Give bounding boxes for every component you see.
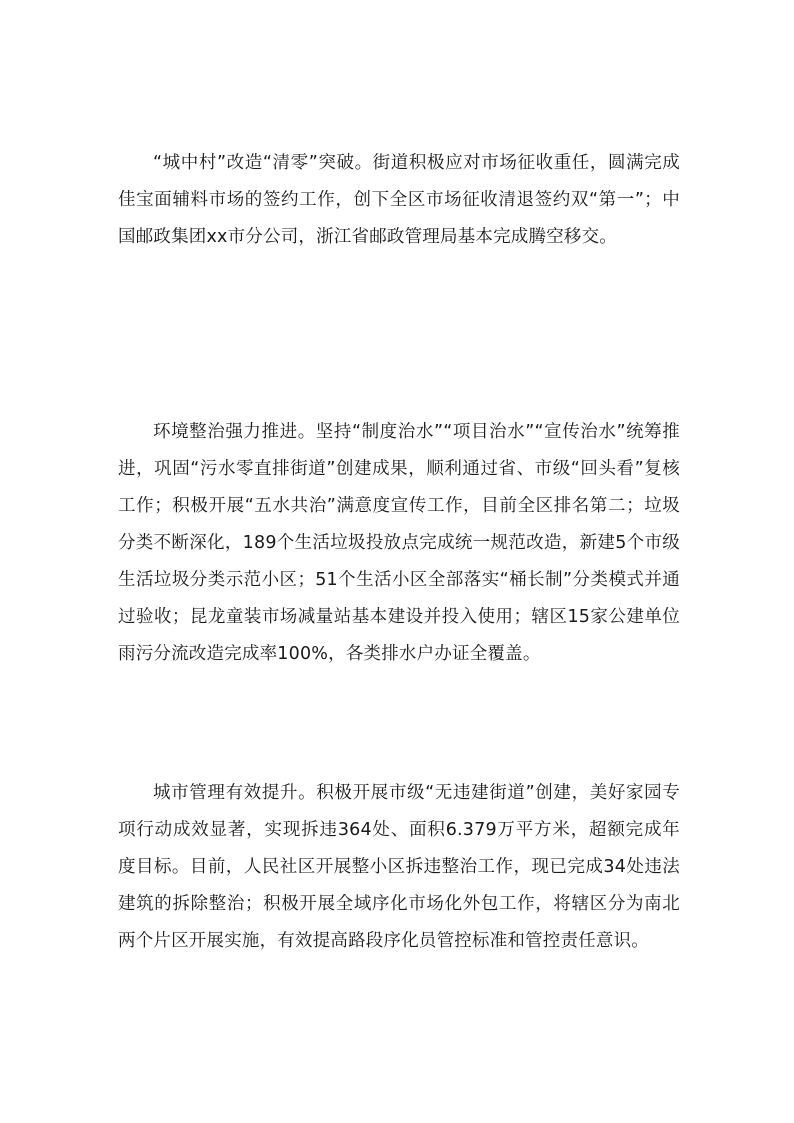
paragraph-city-management: 城市管理有效提升。积极开展市级“无违建街道”创建，美好家园专项行动成效显著，实现拆违364处、面积6.379万平方米，超额完成年度目标。目前，人民社区开展整小区拆违整治工作，现已完成34处违法建筑的拆除整治；积极开展全域序化市场化外包工作，将辖区分为南北两个片区开展实施，有效提高路段序化员管控标准和管控责任意识。 xyxy=(118,783,680,951)
paragraph-environment: 环境整治强力推进。坚持“制度治水”“项目治水”“宣传治水”统筹推进，巩固“污水零直排街道”创建成果，顺利通过省、市级“回头看”复核工作；积极开展“五水共治”满意度宣传工作，目前全区排名第二；垃圾分类不断深化，189个生活垃圾投放点完成统一规范改造，新建5个市级生活垃圾分类示范小区；51个生活小区全部落实“桶长制”分类模式并通过验收；昆龙童装市场减量站基本建设并投入使用；辖区15家公建单位雨污分流改造完成率100%，各类排水户办证全覆盖。 xyxy=(118,422,680,664)
paragraph-urban-village: “城中村”改造“清零”突破。街道积极应对市场征收重任，圆满完成佳宝面辅料市场的签约工作，创下全区市场征收清退签约双“第一”；中国邮政集团xx市分公司，浙江省邮政管理局基本完成腾空移交。 xyxy=(118,153,680,247)
